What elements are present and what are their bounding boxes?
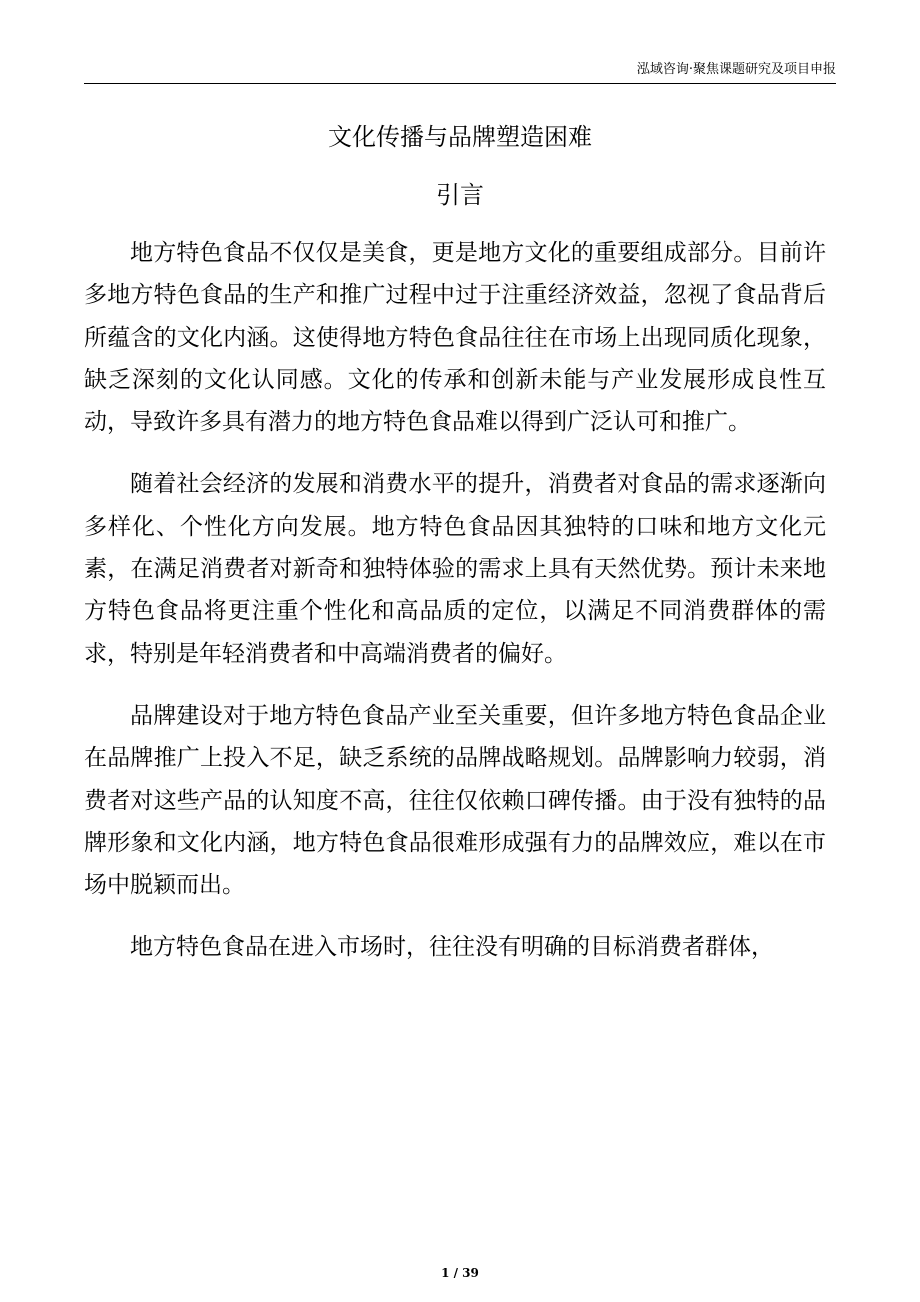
document-title: 文化传播与品牌塑造困难 bbox=[328, 123, 592, 151]
page-header: 泓域咨询·聚焦课题研究及项目申报 bbox=[636, 62, 836, 77]
header-divider bbox=[84, 83, 836, 84]
paragraph-2: 随着社会经济的发展和消费水平的提升，消费者对食品的需求逐渐向多样化、个性化方向发展。地方特色食品因其独特的口味和地方文化元素，在满足消费者对新奇和独特体验的需求上具有天然优势。预计未来地方特色食品将更注重个性化和高品质的定位，以满足不同消费群体的需求，特别是年轻消费者和中高端消费者的偏好。 bbox=[84, 471, 826, 667]
paragraph-4: 地方特色食品在进入市场时，往往没有明确的目标消费者群体， bbox=[130, 934, 774, 961]
paragraph-3: 品牌建设对于地方特色食品产业至关重要，但许多地方特色食品企业在品牌推广上投入不足，缺乏系统的品牌战略规划。品牌影响力较弱，消费者对这些产品的认知度不高，往往仅依赖口碑传播。由于没有独特的品牌形象和文化内涵，地方特色食品很难形成强有力的品牌效应，难以在市场中脱颖而出。 bbox=[84, 702, 826, 899]
paragraph-1: 地方特色食品不仅仅是美食，更是地方文化的重要组成部分。目前许多地方特色食品的生产和推广过程中过于注重经济效益，忽视了食品背后所蕴含的文化内涵。这使得地方特色食品往往在市场上出现同质化现象，缺乏深刻的文化认同感。文化的传承和创新未能与产业发展形成良性互动，导致许多具有潜力的地方特色食品难以得到广泛认可和推广。 bbox=[84, 240, 826, 436]
document-body bbox=[84, 232, 826, 989]
page-number: 1 / 39 bbox=[441, 1266, 479, 1280]
section-heading: 引言 bbox=[436, 181, 484, 209]
